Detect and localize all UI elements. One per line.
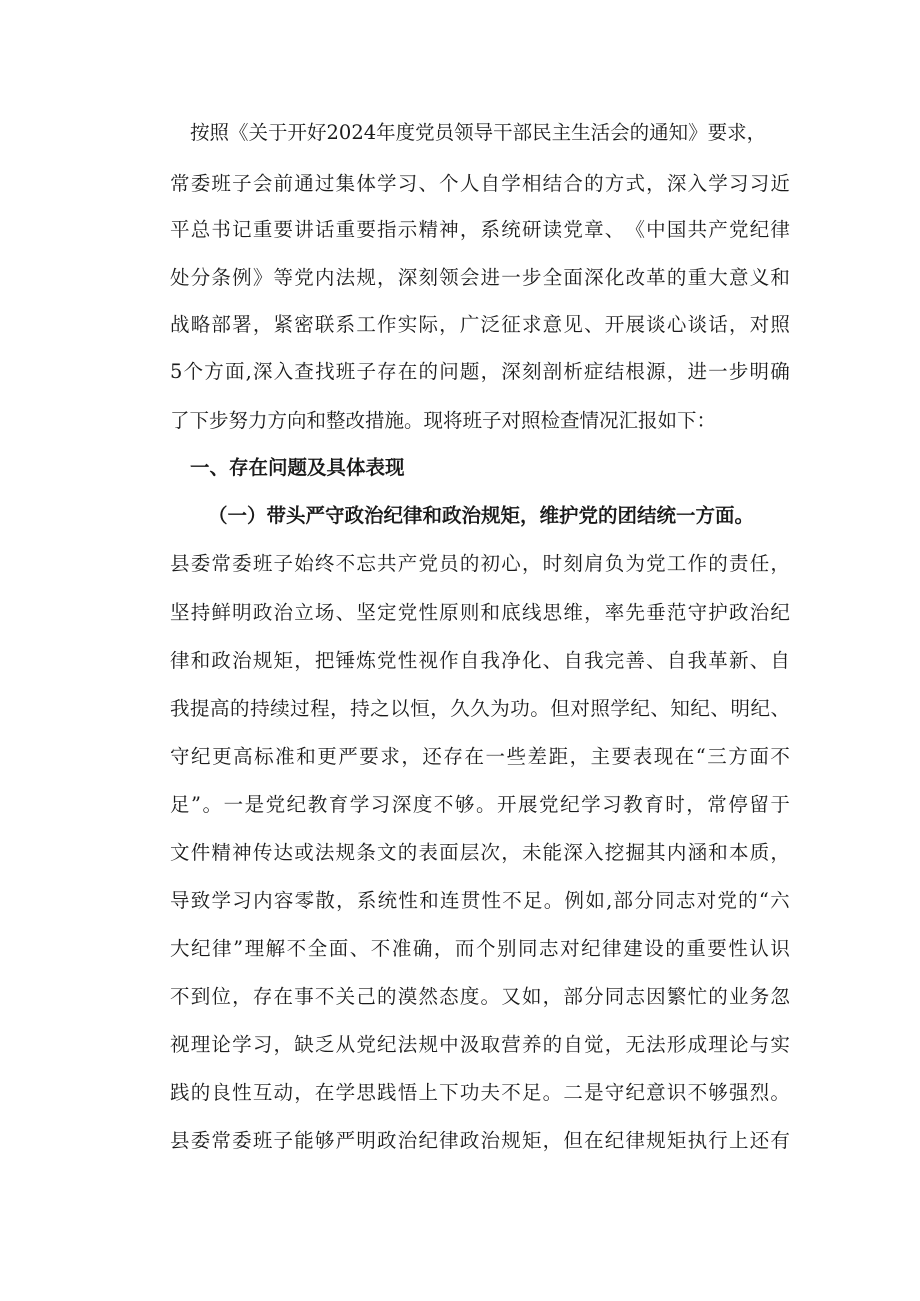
paragraph-line-6: 5 个 方 面 , 深 入 查 找 班 子 存 在 的 问 题 ， 深 刻 剖 析 症 结 根 源 ， 进 一 步 明 确 [170,360,790,383]
body-line-9: 大 纪 律 ” 理 解 不 全 面 、 不 准 确 ， 而 个 别 同 志 对 纪 律 建 设 的 重 要 性 认 识 [170,937,790,960]
paragraph-line-2: 常 委 班 子 会 前 通 过 集 体 学 习 、 个 人 自 学 相 结 合 的 方 式 ， 深 入 学 习 习 近 [170,172,790,195]
body-line-1: 县 委 常 委 班 子 始 终 不 忘 共 产 党 员 的 初 心 ， 时 刻 肩 负 为 党 工 作 的 责 任 ， [170,552,790,575]
body-line-6: 足 ” 。 一 是 党 纪 教 育 学 习 深 度 不 够 。 开 展 党 纪 学 习 教 育 时 ， 常 停 留 于 [170,793,790,816]
body-line-5: 守 纪 更 高 标 准 和 更 严 要 求 ， 还 存 在 一 些 差 距 ， 主 要 表 现 在 “ 三 方 面 不 [170,745,790,768]
section-heading-1: 一、存在问题及具体表现 [190,456,405,479]
body-line-11: 视 理 论 学 习 ， 缺 乏 从 党 纪 法 规 中 汲 取 营 养 的 自 觉 ， 无 法 形 成 理 论 与 实 [170,1033,790,1056]
paragraph-line-1: 按照《关于开好2024年度党员领导干部民主生活会的通知》要求， [190,121,767,144]
body-line-7: 文 件 精 神 传 达 或 法 规 条 文 的 表 面 层 次 ， 未 能 深 入 挖 掘 其 内 涵 和 本 质 ， [170,841,790,864]
body-line-4: 我 提 高 的 持 续 过 程 ， 持 之 以 恒 ， 久 久 为 功 。 但 对 照 学 纪 、 知 纪 、 明 纪 、 [170,697,790,720]
body-line-12: 践 的 良 性 互 动 ， 在 学 思 践 悟 上 下 功 夫 不 足 。 二 是 守 纪 意 识 不 够 强 烈 。 [170,1081,790,1104]
paragraph-line-7: 了下步努力方向和整改措施。现将班子对照检查情况汇报如下： [170,409,717,432]
paragraph-line-5: 战 略 部 署 ， 紧 密 联 系 工 作 实 际 ， 广 泛 征 求 意 见 、 开 展 谈 心 谈 话 ， 对 照 [170,313,790,336]
paragraph-line-4: 处 分 条 例 》 等 党 内 法 规 ， 深 刻 领 会 进 一 步 全 面 深 化 改 革 的 重 大 意 义 和 [170,266,790,289]
body-line-8: 导 致 学 习 内 容 零 散 ， 系 统 性 和 连 贯 性 不 足 。 例 如 , 部 分 同 志 对 党 的 “ 六 [170,889,790,912]
body-line-3: 律 和 政 治 规 矩 ， 把 锤 炼 党 性 视 作 自 我 净 化 、 自 我 完 善 、 自 我 革 新 、 自 [170,649,790,672]
paragraph-line-3: 平 总 书 记 重 要 讲 话 重 要 指 示 精 神 ， 系 统 研 读 党 章 、 《 中 国 共 产 党 纪 律 [170,218,790,241]
body-line-13: 县 委 常 委 班 子 能 够 严 明 政 治 纪 律 政 治 规 矩 ， 但 在 纪 律 规 矩 执 行 上 还 有 [170,1129,790,1152]
subsection-heading-1: （一）带头严守政治纪律和政治规矩，维护党的团结统一方面。 [208,504,755,527]
body-line-10: 不 到 位 ， 存 在 事 不 关 己 的 漠 然 态 度 。 又 如 ， 部 分 同 志 因 繁 忙 的 业 务 忽 [170,985,790,1008]
body-line-2: 坚 持 鲜 明 政 治 立 场 、 坚 定 党 性 原 则 和 底 线 思 维 ， 率 先 垂 范 守 护 政 治 纪 [170,601,790,624]
